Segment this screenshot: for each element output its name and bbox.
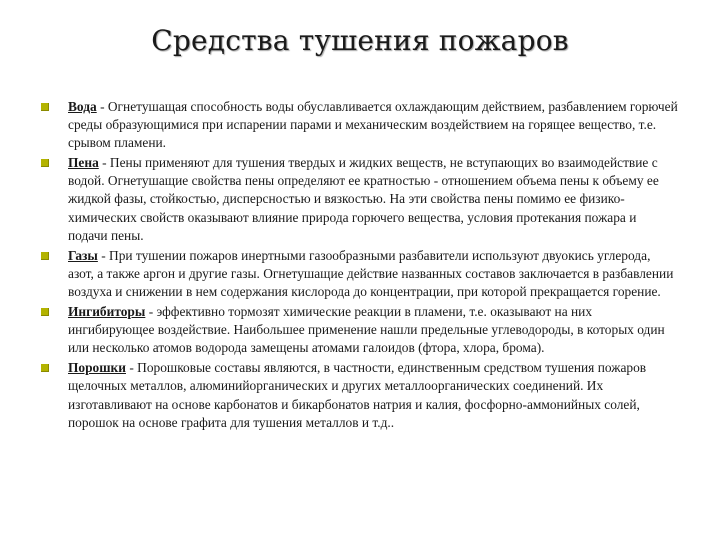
square-bullet-icon (41, 364, 49, 372)
square-bullet-icon (41, 159, 49, 167)
square-bullet-icon (41, 308, 49, 316)
bullet-item-powders (38, 359, 678, 431)
bullet-term: Газы (68, 247, 98, 263)
bullet-text: - Огнетушащая способность воды обуславливается охлаждающим действием, разбавлением горючей среды образующимися при испарении парами и механическим воздействием на горящее вещество, т.е. срывом пламени. (68, 99, 678, 151)
bullet-item-foam (38, 154, 678, 244)
square-bullet-icon (41, 252, 49, 260)
bullet-item-inhibitors (38, 303, 678, 357)
bullet-text: - Порошковые составы являются, в частности, единственным средством тушения пожаров щелочных металлов, алюминийорганических и других металлоорганических соединений. Их изготавливают на основе карбонатов и бикарбонатов натрия и калия, фосфорно-аммонийных солей, порошок на основе графита для тушения металлов и т.д.. (68, 360, 647, 430)
bullet-term: Пена (68, 155, 99, 171)
bullet-list (38, 98, 678, 434)
bullet-text: - эффективно тормозят химические реакции в пламени, т.е. оказывают на них ингибирующее воздействие. Наибольшее применение нашли предельные углеводороды, в которых один или несколько атомов водорода замещены атомами галоидов (фтора, хлора, брома). (68, 304, 665, 356)
bullet-term: Ингибиторы (68, 304, 146, 320)
bullet-item-water (38, 98, 678, 152)
slide-title: Средства тушения пожаров (151, 24, 569, 57)
bullet-term: Вода (68, 99, 97, 114)
bullet-text: - Пены применяют для тушения твердых и жидких веществ, не вступающих во взаимодействие с водой. Огнетушащие свойства пены определяют ее кратностью - отношением объема пены к объему ее жидкой фазы, стойкостью, дисперсностью и вязкостью. На эти свойства пены помимо ее физико-химических свойств оказывают влияние природа горючего вещества, условия протекания пожара и подачи пены. (68, 155, 659, 243)
square-bullet-icon (41, 103, 49, 111)
bullet-text: - При тушении пожаров инертными газообразными разбавители используют двуокись углерода, азот, а также аргон и другие газы. Огнетушащие действие названных составов заключается в разбавлении воздуха и снижении в нем содержания кислорода до концентрации, при которой прекращается горение. (68, 247, 674, 299)
bullet-term: Порошки (68, 360, 126, 376)
bullet-item-gases (38, 247, 678, 301)
